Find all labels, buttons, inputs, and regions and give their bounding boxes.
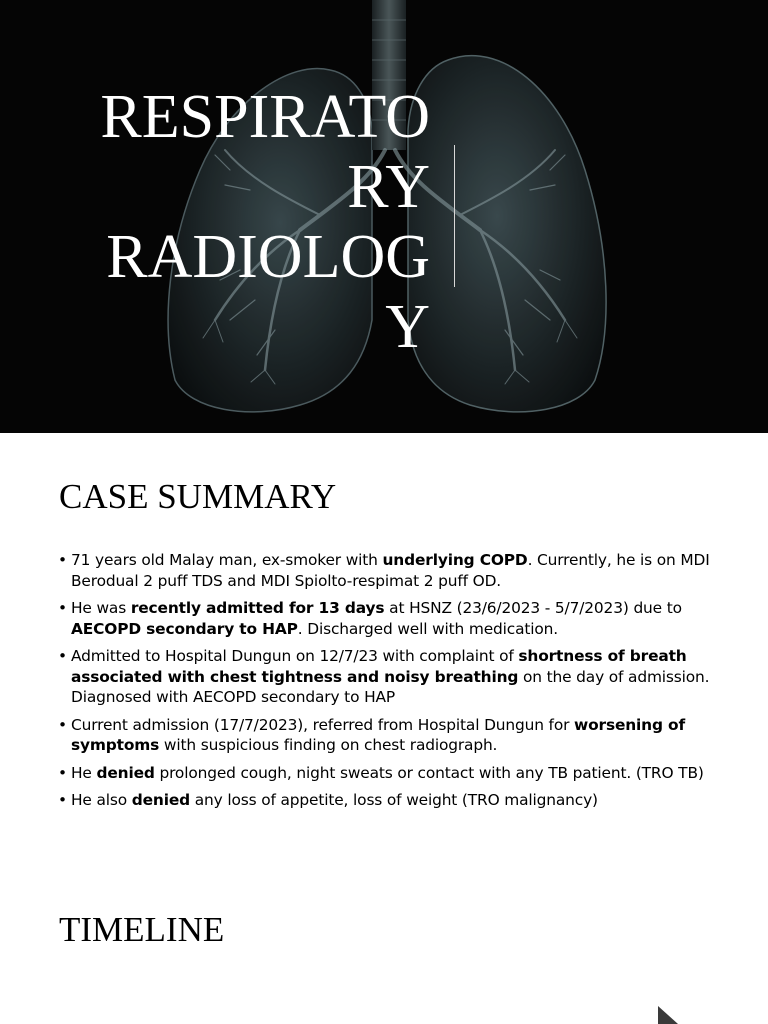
- text: with suspicious finding on chest radiograph.: [159, 736, 498, 754]
- text: He: [71, 763, 97, 782]
- list-item: [58, 790, 728, 811]
- text: Admitted to Hospital Dungun on 12/7/23 with complaint of: [71, 647, 519, 665]
- title-line: RESPIRATO: [100, 83, 430, 151]
- list-item: [58, 598, 728, 639]
- bold-text: denied: [131, 791, 191, 809]
- text: . Currently, he is on MDI Berodual 2 puff TDS and MDI Spiolto-respimat 2 puff OD.: [71, 551, 710, 590]
- text: He also: [71, 791, 132, 809]
- title-slide: [0, 0, 768, 433]
- bold-text: shortness of breath associated with chest tightness and noisy breathing: [71, 647, 687, 686]
- list-item: [58, 646, 728, 708]
- bold-text: AECOPD secondary to HAP: [71, 619, 298, 638]
- list-item: [58, 763, 728, 784]
- title-divider: [454, 145, 455, 287]
- list-item: [58, 715, 728, 756]
- bold-text: denied: [96, 763, 155, 782]
- text: at HSNZ (23/6/2023 - 5/7/2023) due to: [384, 599, 682, 617]
- case-summary-slide: [0, 433, 768, 1024]
- list-item: [58, 550, 728, 591]
- timeline-heading: TIMELINE: [59, 910, 225, 949]
- presentation-title: [60, 82, 430, 362]
- bold-text: recently admitted for 13 days: [130, 599, 385, 617]
- text: . Discharged well with medication.: [297, 619, 559, 638]
- title-line: RY: [347, 153, 430, 221]
- next-arrow-icon[interactable]: [656, 1006, 680, 1024]
- title-line: RADIOLOG: [106, 223, 430, 291]
- bold-text: worsening of symptoms: [71, 715, 686, 754]
- text: any loss of appetite, loss of weight (TRO malignancy): [190, 791, 598, 809]
- text: prolonged cough, night sweats or contact with any TB patient. (TRO TB): [154, 763, 704, 782]
- text: Current admission (17/7/2023), referred from Hospital Dungun for: [71, 715, 575, 734]
- text: on the day of admission. Diagnosed with AECOPD secondary to HAP: [71, 667, 710, 706]
- title-line: Y: [385, 293, 430, 361]
- case-summary-heading: CASE SUMMARY: [59, 477, 337, 516]
- text: 71 years old Malay man, ex-smoker with: [71, 551, 383, 569]
- text: He was: [71, 599, 131, 617]
- bold-text: underlying COPD: [382, 551, 528, 569]
- case-summary-list: [58, 550, 728, 818]
